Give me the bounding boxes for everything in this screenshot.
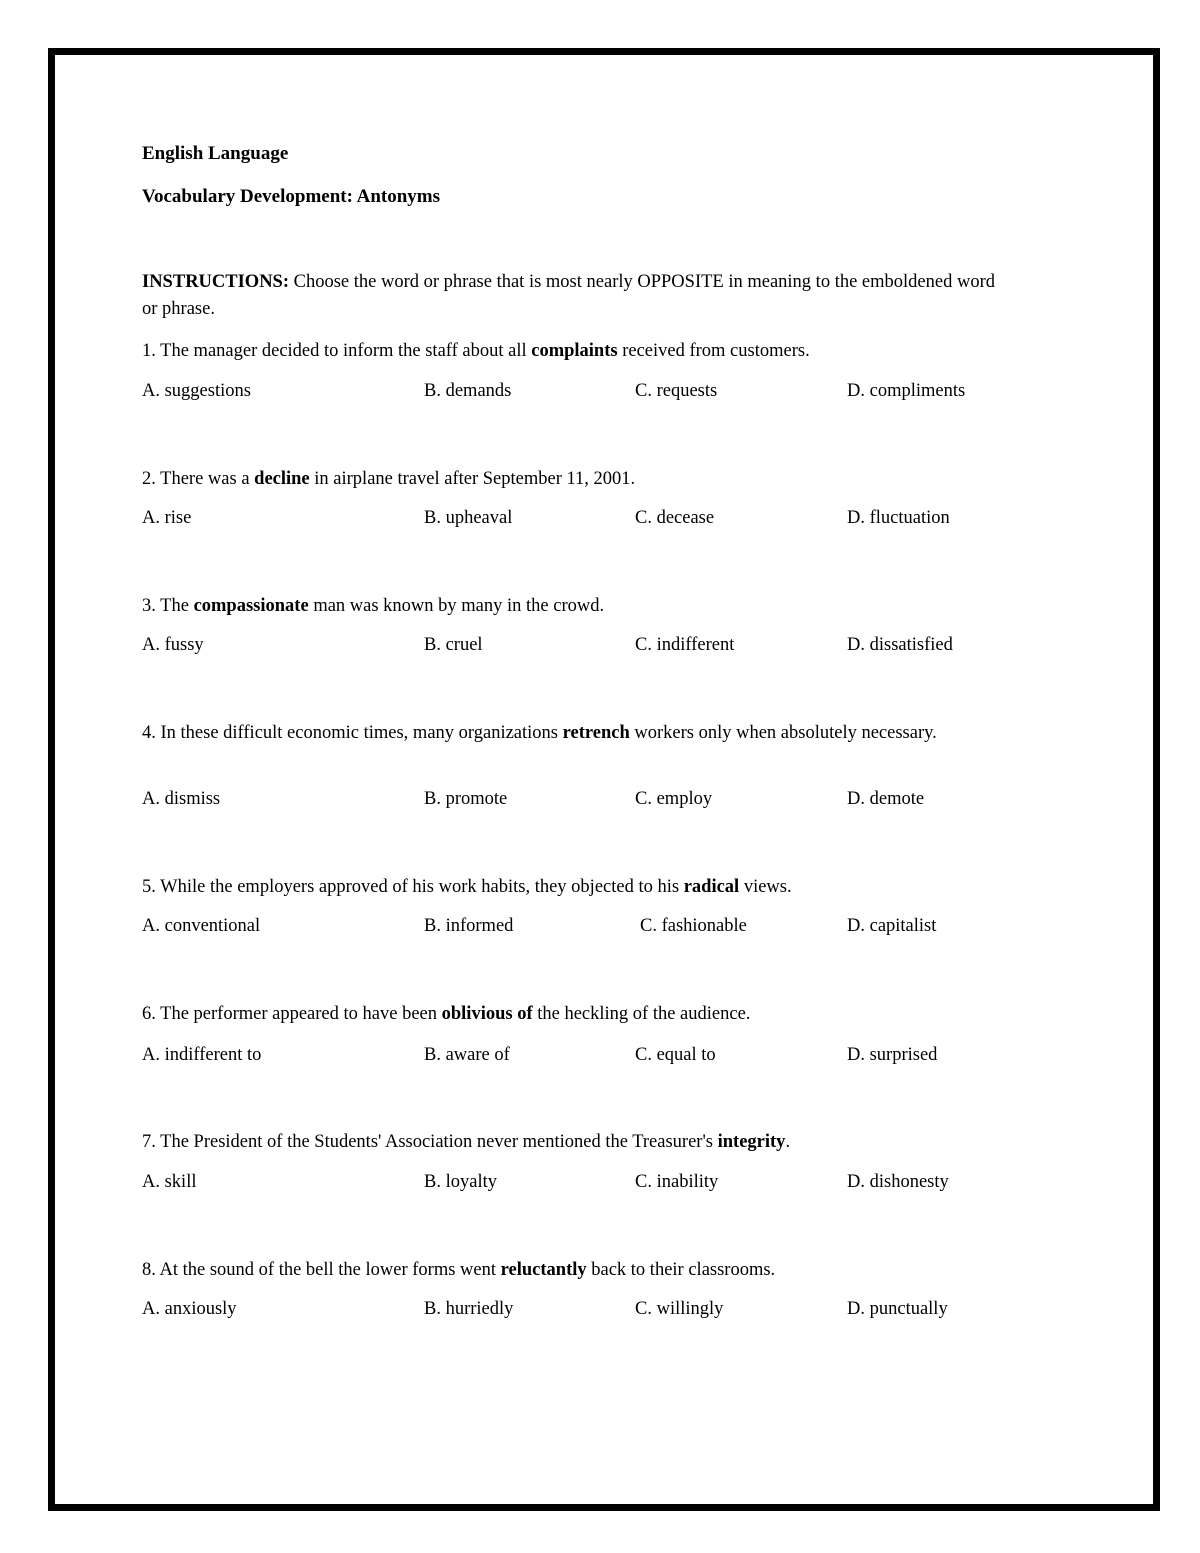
option-d: D. compliments bbox=[847, 381, 966, 401]
topic-heading: Vocabulary Development: Antonyms bbox=[142, 186, 441, 207]
question-keyword: integrity bbox=[717, 1132, 786, 1152]
option-b: B. aware of bbox=[424, 1045, 510, 1065]
option-a: A. indifferent to bbox=[142, 1045, 262, 1065]
options-4 bbox=[142, 789, 1042, 816]
question-3 bbox=[142, 593, 1002, 620]
option-a: A. conventional bbox=[142, 916, 261, 936]
question-7 bbox=[142, 1129, 1002, 1156]
question-1 bbox=[142, 338, 1002, 365]
question-text: received from customers. bbox=[617, 341, 810, 361]
option-b: B. loyalty bbox=[424, 1172, 497, 1192]
option-d: D. capitalist bbox=[847, 916, 937, 936]
option-c: C. indifferent bbox=[635, 635, 735, 655]
question-text: 4. In these difficult economic times, many organizations bbox=[142, 723, 563, 743]
options-7 bbox=[142, 1172, 1042, 1199]
option-d: D. dissatisfied bbox=[847, 635, 953, 655]
question-keyword: decline bbox=[254, 469, 310, 489]
option-b: B. upheaval bbox=[424, 508, 513, 528]
options-6 bbox=[142, 1045, 1042, 1072]
question-text: 1. The manager decided to inform the staff about all bbox=[142, 341, 532, 361]
question-text: 7. The President of the Students' Association never mentioned the Treasurer's bbox=[142, 1132, 718, 1152]
question-text: man was known by many in the crowd. bbox=[308, 596, 605, 616]
question-keyword: compassionate bbox=[193, 596, 309, 616]
option-b: B. informed bbox=[424, 916, 514, 936]
question-8 bbox=[142, 1257, 1002, 1284]
option-b: B. hurriedly bbox=[424, 1299, 514, 1319]
option-b: B. demands bbox=[424, 381, 512, 401]
question-text: 2. There was a bbox=[142, 469, 255, 489]
instructions bbox=[142, 269, 1002, 323]
option-c: C. willingly bbox=[635, 1299, 724, 1319]
question-text: 3. The bbox=[142, 596, 194, 616]
options-5 bbox=[142, 916, 1042, 943]
option-d: D. demote bbox=[847, 789, 925, 809]
option-a: A. suggestions bbox=[142, 381, 251, 401]
option-d: D. surprised bbox=[847, 1045, 938, 1065]
option-c: C. requests bbox=[635, 381, 718, 401]
question-keyword: complaints bbox=[531, 341, 618, 361]
option-c: C. employ bbox=[635, 789, 713, 809]
option-d: D. fluctuation bbox=[847, 508, 950, 528]
option-b: B. promote bbox=[424, 789, 508, 809]
option-d: D. dishonesty bbox=[847, 1172, 949, 1192]
question-5 bbox=[142, 874, 1002, 901]
options-1 bbox=[142, 381, 1042, 408]
question-text: . bbox=[785, 1132, 791, 1152]
option-d: D. punctually bbox=[847, 1299, 948, 1319]
page-border bbox=[48, 48, 1160, 1511]
question-text: 8. At the sound of the bell the lower forms went bbox=[142, 1260, 501, 1280]
question-keyword: retrench bbox=[562, 723, 630, 743]
question-keyword: reluctantly bbox=[500, 1260, 587, 1280]
option-c: C. inability bbox=[635, 1172, 719, 1192]
option-a: A. skill bbox=[142, 1172, 197, 1192]
question-text: views. bbox=[739, 877, 792, 897]
question-text: 5. While the employers approved of his work habits, they objected to his bbox=[142, 877, 684, 897]
option-a: A. dismiss bbox=[142, 789, 221, 809]
option-a: A. rise bbox=[142, 508, 192, 528]
instructions-text: Choose the word or phrase that is most nearly OPPOSITE in meaning to the emboldened word or phrase. bbox=[142, 272, 995, 319]
option-a: A. anxiously bbox=[142, 1299, 237, 1319]
question-4 bbox=[142, 720, 1002, 747]
question-text: in airplane travel after September 11, 2001. bbox=[309, 469, 636, 489]
subject-heading: English Language bbox=[142, 143, 289, 164]
question-text: back to their classrooms. bbox=[586, 1260, 776, 1280]
question-keyword: oblivious of bbox=[441, 1004, 533, 1024]
instructions-label: INSTRUCTIONS: bbox=[142, 272, 290, 292]
question-6 bbox=[142, 1001, 1002, 1028]
question-text: the heckling of the audience. bbox=[532, 1004, 751, 1024]
question-2 bbox=[142, 466, 1002, 493]
option-c: C. decease bbox=[635, 508, 715, 528]
option-a: A. fussy bbox=[142, 635, 204, 655]
options-8 bbox=[142, 1299, 1042, 1326]
question-keyword: radical bbox=[683, 877, 740, 897]
options-2 bbox=[142, 508, 1042, 535]
question-text: workers only when absolutely necessary. bbox=[629, 723, 937, 743]
option-c: C. fashionable bbox=[640, 916, 747, 936]
option-b: B. cruel bbox=[424, 635, 483, 655]
question-text: 6. The performer appeared to have been bbox=[142, 1004, 442, 1024]
options-3 bbox=[142, 635, 1042, 662]
option-c: C. equal to bbox=[635, 1045, 716, 1065]
